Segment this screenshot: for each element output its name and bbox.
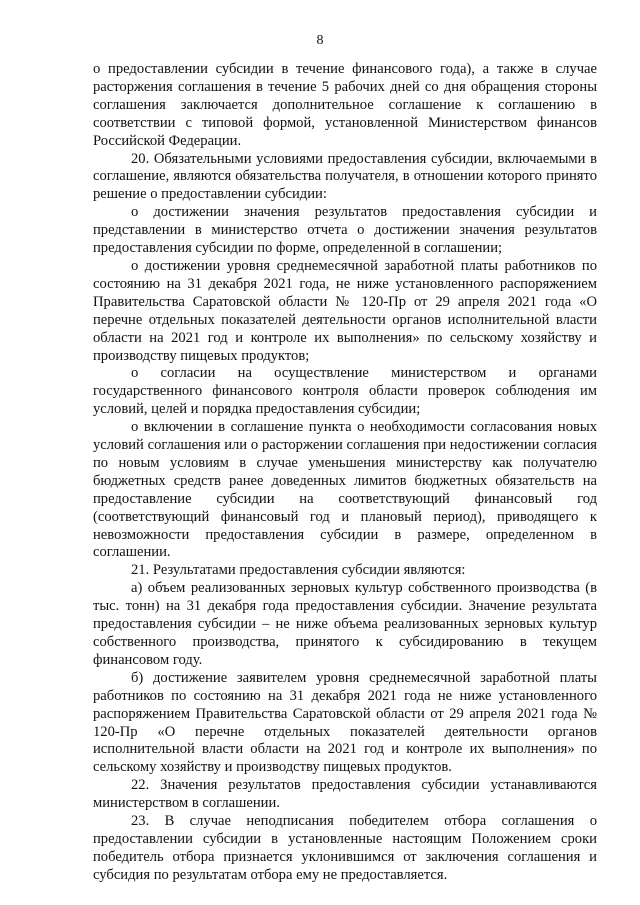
document-body — [93, 61, 597, 885]
paragraph-clause-21: 21. Результатами предоставления субсидии являются: — [131, 562, 466, 579]
paragraph-continuation: о предоставлении субсидии в течение финансового года), а также в случае расторжения соглашения в течение 5 рабочих дней со дня обращения стороны соглашения заключается дополнительное соглашение к соглашению в соответствии с типовой формой, установленной Министерством финансов Российской Федерации. — [93, 61, 597, 149]
paragraph-result-b: б) достижение заявителем уровня среднемесячной заработной платы работников по состоянию на 31 декабря 2021 года не ниже установленного распоряжением Правительства Саратовской области от 29 апреля 2021 года № 120-Пр «О перечне отдельных показателей деятельности органов исполнительной власти области на 2021 год и контроле их выполнения» по сельскому хозяйству и производству пищевых продуктов. — [93, 669, 597, 776]
paragraph-clause-22: 22. Значения результатов предоставления субсидии устанавливаются министерством в соглашении. — [93, 777, 597, 812]
paragraph-clause-23: 23. В случае неподписания победителем отбора соглашения о предоставлении субсидии в установленные настоящим Положением сроки победитель отбора признается уклонившимся от заключения соглашения и субсидия по результатам отбора ему не предоставляется. — [93, 813, 597, 883]
paragraph-obligation-audit-consent: о согласии на осуществление министерством и органами государственного финансового контроля области проверок соблюдения им условий, целей и порядка предоставления субсидии; — [93, 365, 597, 418]
page-number: 8 — [316, 33, 324, 48]
paragraph-obligation-agreement-terms: о включении в соглашение пункта о необходимости согласования новых условий соглашения или о расторжении соглашения при недостижении согласия по новым условиям в случае уменьшения министерству как получателю бюджетных средств ранее доведенных лимитов бюджетных обязательств на предоставление субсидии на соответствующий финансовый год (соответствующий финансовый год и плановый период), приводящего к невозможности предоставления субсидии в размере, определенном в соглашении. — [93, 419, 597, 561]
paragraph-obligation-results: о достижении значения результатов предоставления субсидии и представлении в министерство отчета о достижении значения результатов предоставления субсидии по форме, определенной в соглашении; — [93, 204, 597, 257]
paragraph-result-a: а) объем реализованных зерновых культур собственного производства (в тыс. тонн) на 31 декабря года предоставления субсидии. Значение результата предоставления субсидии – не ниже объема реализованных зерновых культур собственного производства, принятого к субсидированию в текущем финансовом году. — [93, 580, 597, 668]
paragraph-clause-20: 20. Обязательными условиями предоставления субсидии, включаемыми в соглашение, являются обязательства получателя, в отношении которого принято решение о предоставлении субсидии: — [93, 150, 597, 203]
paragraph-obligation-salary: о достижении уровня среднемесячной заработной платы работников по состоянию на 31 декабря 2021 года, не ниже установленного распоряжением Правительства Саратовской области № 120-Пр от 29 апреля 2021 года «О перечне отдельных показателей деятельности органов исполнительной власти области на 2021 год и контроле их выполнения» по сельскому хозяйству и производству пищевых продуктов; — [93, 257, 597, 364]
